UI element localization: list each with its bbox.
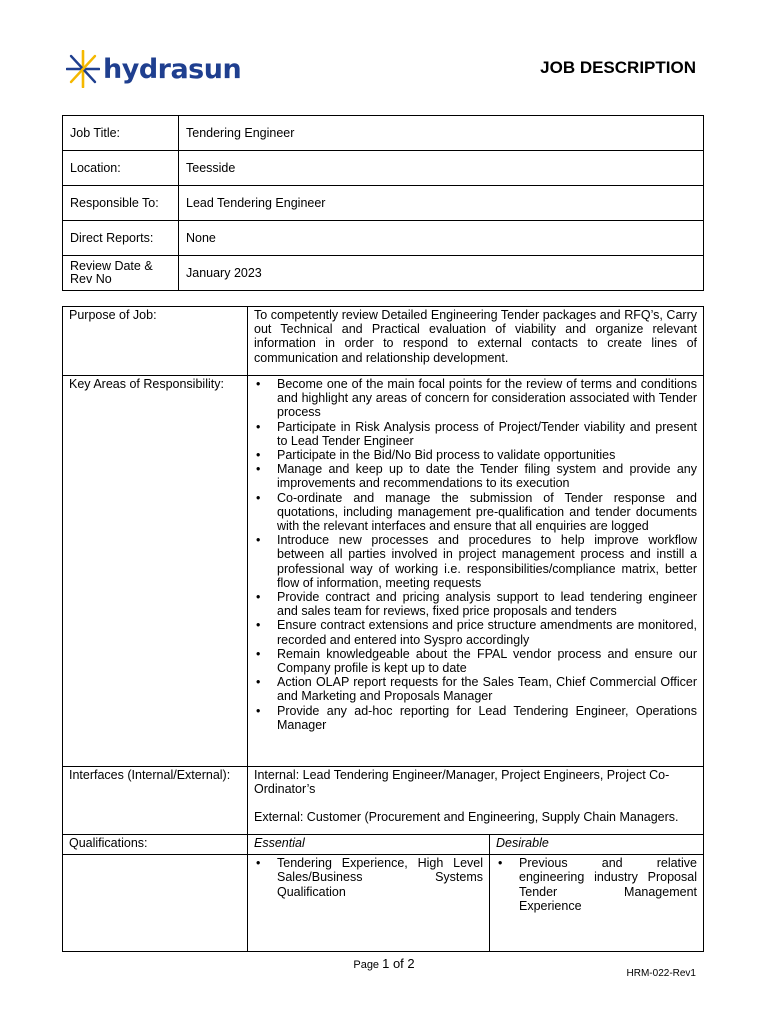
responsibilities-list bbox=[254, 377, 697, 732]
interfaces-cell bbox=[248, 767, 704, 835]
table-row bbox=[63, 116, 704, 151]
list-item: • Become one of the main focal points for the review of terms and conditions and highlight any areas of concern for consideration associated with Tender process bbox=[254, 377, 697, 420]
essential-list bbox=[254, 856, 483, 899]
list-item: • Provide contract and pricing analysis support to lead tendering engineer and sales team for reviews, fixed price proposals and tenders bbox=[254, 590, 697, 618]
logo-text: hydrasun bbox=[103, 53, 242, 85]
job-detail-table bbox=[62, 306, 704, 952]
table-row bbox=[63, 256, 704, 291]
document-code: HRM-022-Rev1 bbox=[626, 968, 696, 979]
list-item: • Remain knowledgeable about the FPAL vendor process and ensure our Company profile is kept up to date bbox=[254, 647, 697, 675]
table-row bbox=[63, 151, 704, 186]
qualifications-label: Qualifications: bbox=[63, 835, 248, 855]
purpose-row bbox=[63, 307, 704, 376]
essential-cell bbox=[248, 855, 490, 952]
desirable-cell bbox=[490, 855, 704, 952]
info-label: Review Date & Rev No bbox=[63, 256, 179, 291]
desirable-heading: Desirable bbox=[490, 835, 704, 855]
qualifications-row bbox=[63, 855, 704, 952]
list-item: • Tendering Experience, High Level Sales/Business Systems Qualification bbox=[254, 856, 483, 899]
info-value: None bbox=[179, 221, 704, 256]
info-label: Job Title: bbox=[63, 116, 179, 151]
responsibilities-row bbox=[63, 376, 704, 767]
list-item: • Previous and relative engineering industry Proposal Tender Management Experience bbox=[496, 856, 697, 913]
list-item: • Participate in Risk Analysis process of Project/Tender viability and present to Lead Tender Engineer bbox=[254, 420, 697, 448]
responsibilities-label: Key Areas of Responsibility: bbox=[63, 376, 248, 767]
page-prefix: Page bbox=[353, 959, 383, 971]
sun-burst-icon bbox=[66, 50, 100, 88]
list-item: • Action OLAP report requests for the Sales Team, Chief Commercial Officer and Marketing and Proposals Manager bbox=[254, 675, 697, 703]
interfaces-label: Interfaces (Internal/External): bbox=[63, 767, 248, 835]
interfaces-external: External: Customer (Procurement and Engineering, Supply Chain Managers. bbox=[254, 810, 679, 825]
info-value: Lead Tendering Engineer bbox=[179, 186, 704, 221]
info-label: Direct Reports: bbox=[63, 221, 179, 256]
interfaces-internal: Internal: Lead Tendering Engineer/Manager, Project Engineers, Project Co-Ordinator’s bbox=[254, 768, 670, 797]
info-value: Teesside bbox=[179, 151, 704, 186]
info-value: January 2023 bbox=[179, 256, 704, 291]
qualifications-heading-row bbox=[63, 835, 704, 855]
interfaces-row bbox=[63, 767, 704, 835]
page-count: 1 of 2 bbox=[382, 956, 415, 971]
purpose-label: Purpose of Job: bbox=[63, 307, 248, 376]
list-item: • Provide any ad-hoc reporting for Lead Tendering Engineer, Operations Manager bbox=[254, 704, 697, 732]
job-info-table bbox=[62, 115, 704, 291]
list-item: • Manage and keep up to date the Tender filing system and provide any improvements and recommendations to its execution bbox=[254, 462, 697, 490]
essential-heading: Essential bbox=[248, 835, 490, 855]
info-value: Tendering Engineer bbox=[179, 116, 704, 151]
desirable-list bbox=[496, 856, 697, 913]
info-label: Responsible To: bbox=[63, 186, 179, 221]
info-label: Location: bbox=[63, 151, 179, 186]
list-item: • Participate in the Bid/No Bid process to validate opportunities bbox=[254, 448, 697, 462]
table-row bbox=[63, 186, 704, 221]
company-logo bbox=[66, 50, 241, 88]
table-row bbox=[63, 221, 704, 256]
list-item: • Ensure contract extensions and price structure amendments are monitored, recorded and entered into Syspro accordingly bbox=[254, 618, 697, 646]
responsibilities-cell bbox=[248, 376, 704, 767]
list-item: • Introduce new processes and procedures to help improve workflow between all parties involved in project management process and instill a professional way of working i.e. responsibilities/compliance matrix, better flow of information, meeting requests bbox=[254, 533, 697, 590]
list-item: • Co-ordinate and manage the submission of Tender response and quotations, including management pre-qualification and tender documents with the relevant interfaces and ensure that all enquiries are logged bbox=[254, 491, 697, 534]
document-title: JOB DESCRIPTION bbox=[540, 58, 696, 77]
qualifications-blank bbox=[63, 855, 248, 952]
purpose-text: To competently review Detailed Engineering Tender packages and RFQ’s, Carry out Technical and Practical evaluation of viability and organize relevant information in order to respond to external contacts to create lines of communication and relationship development. bbox=[248, 307, 704, 376]
